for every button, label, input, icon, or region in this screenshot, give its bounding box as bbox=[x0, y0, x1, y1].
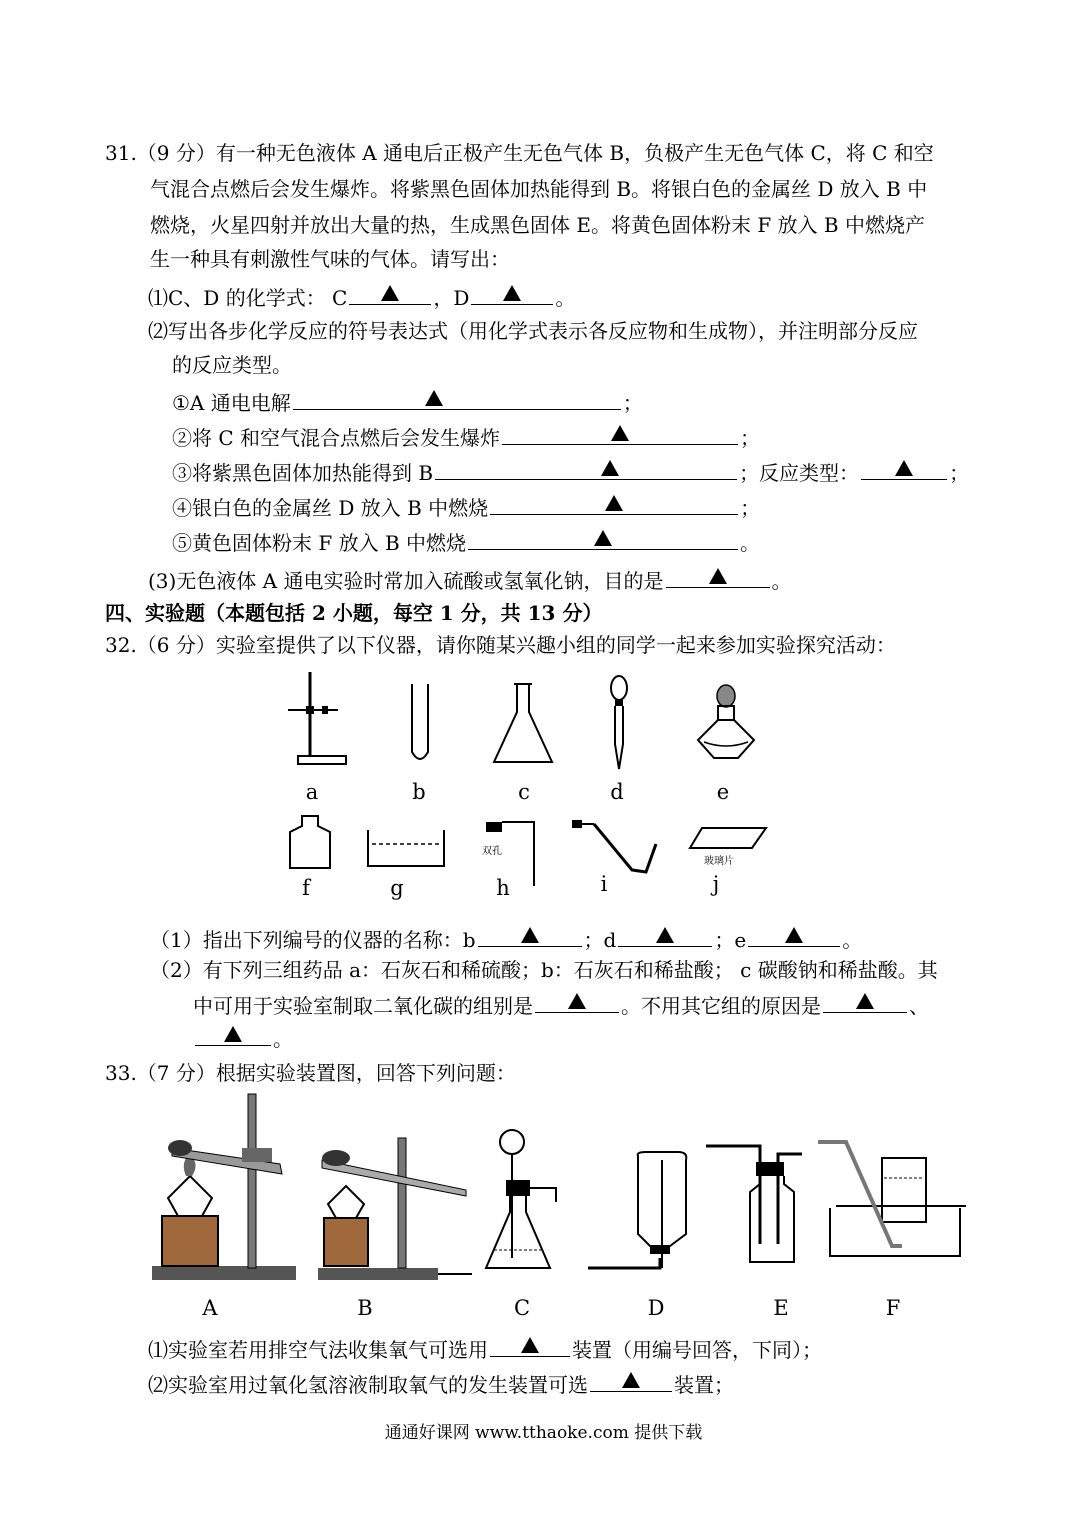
q31-line3: 燃烧，火星四射并放出大量的热，生成黑色固体 E。将黄色固体粉末 F 放入 B 中燃烧产 bbox=[150, 213, 925, 237]
reaction-type-label: ；反应类型： bbox=[739, 461, 860, 485]
q31-part1 bbox=[148, 282, 575, 311]
answer-blank-r5[interactable] bbox=[468, 527, 738, 550]
triangle-icon bbox=[521, 927, 539, 943]
q33-part1-suffix: 装置（用编号回答，下同）； bbox=[572, 1338, 822, 1362]
period: 。 bbox=[771, 569, 792, 593]
apparatus-f-water-collection bbox=[816, 1138, 976, 1258]
answer-blank-r1[interactable] bbox=[293, 387, 621, 410]
period: 。 bbox=[273, 1027, 293, 1051]
label-h: h bbox=[496, 876, 510, 900]
q31-line4: 生一种具有刺激性气味的气体。请写出： bbox=[150, 247, 510, 271]
q32-part1 bbox=[150, 924, 862, 953]
semicolon: ； bbox=[740, 496, 761, 520]
j-small-label: 玻璃片 bbox=[704, 856, 734, 867]
instrument-g-trough bbox=[366, 828, 446, 870]
answer-blank-d[interactable] bbox=[471, 282, 553, 305]
q31-line1: 31.（9 分）有一种无色液体 A 通电后正极产生无色气体 B，负极产生无色气体 C，将 C 和空 bbox=[105, 141, 934, 165]
instrument-j-glass-plate bbox=[688, 826, 768, 850]
apparatus-d-inverted-bottle bbox=[586, 1150, 696, 1278]
instrument-a-iron-stand bbox=[282, 668, 352, 768]
label-d: d bbox=[610, 780, 624, 804]
q31-line2: 气混合点燃后会发生爆炸。将紫黑色固体加热能得到 B。将银白色的金属丝 D 放入 B 中 bbox=[150, 177, 928, 201]
triangle-icon bbox=[656, 927, 674, 943]
reaction-1-label: ①A 通电电解 bbox=[172, 391, 291, 415]
label-A: A bbox=[202, 1296, 218, 1320]
triangle-icon bbox=[709, 568, 727, 584]
answer-blank-r4[interactable] bbox=[490, 492, 738, 515]
comma: 、 bbox=[909, 994, 929, 1018]
period: 。 bbox=[842, 928, 863, 952]
reaction-3-label: ③将紫黑色固体加热能得到 B bbox=[172, 461, 434, 485]
q31-reaction-1 bbox=[172, 387, 643, 416]
q31-reaction-3 bbox=[172, 457, 969, 486]
apparatus-e-wash-bottle bbox=[704, 1140, 804, 1270]
triangle-icon bbox=[622, 1372, 640, 1388]
q32-part2-line1: （2）有下列三组药品 a：石灰石和稀硫酸；b：石灰石和稀盐酸； c 碳酸钠和稀盐酸。其 bbox=[150, 958, 938, 982]
label-f: f bbox=[302, 876, 310, 900]
answer-blank-p3[interactable] bbox=[666, 565, 770, 588]
q33-part1-label: ⑴实验室若用排空气法收集氧气可选用 bbox=[148, 1338, 488, 1362]
label-e: e bbox=[716, 780, 730, 804]
answer-blank-r2[interactable] bbox=[502, 422, 738, 445]
label-g: g bbox=[390, 876, 404, 900]
reaction-4-label: ④银白色的金属丝 D 放入 B 中燃烧 bbox=[172, 496, 489, 520]
apparatus-b-heating bbox=[316, 1136, 472, 1286]
answer-blank-r3[interactable] bbox=[435, 457, 737, 480]
section-4-heading: 四、实验题（本题包括 2 小题，每空 1 分，共 13 分） bbox=[105, 601, 603, 625]
apparatus-c-flask bbox=[482, 1128, 568, 1278]
q31-part2-line1: ⑵写出各步化学反应的符号表达式（用化学式表示各反应物和生成物），并注明部分反应 bbox=[148, 319, 918, 343]
label-i: i bbox=[600, 872, 608, 896]
label-E: E bbox=[773, 1296, 789, 1320]
q33-part2 bbox=[148, 1369, 734, 1398]
q31-part1-d: ，D bbox=[433, 286, 470, 310]
instrument-b-test-tube bbox=[408, 682, 432, 768]
label-F: F bbox=[885, 1296, 901, 1320]
q32-line1: 32.（6 分）实验室提供了以下仪器，请你随某兴趣小组的同学一起来参加实验探究活动： bbox=[105, 633, 896, 657]
answer-blank-b[interactable] bbox=[478, 924, 582, 947]
semicolon: ； bbox=[949, 461, 970, 485]
label-a: a bbox=[305, 780, 319, 804]
answer-blank-collect[interactable] bbox=[490, 1334, 570, 1357]
q31-part3-label: (3)无色液体 A 通电实验时常加入硫酸或氢氧化钠，目的是 bbox=[148, 569, 664, 593]
q31-reaction-2 bbox=[172, 422, 760, 451]
semicolon: ； bbox=[622, 391, 643, 415]
answer-blank-d-name[interactable] bbox=[618, 924, 712, 947]
period: 。 bbox=[740, 531, 761, 555]
q32-part1-label: （1）指出下列编号的仪器的名称：b bbox=[150, 928, 476, 952]
q32-part2-reason: 。不用其它组的原因是 bbox=[621, 994, 821, 1018]
q31-part1-label: ⑴C、D 的化学式： C bbox=[148, 286, 348, 310]
answer-blank-r3-type[interactable] bbox=[861, 457, 947, 480]
triangle-icon bbox=[425, 390, 443, 406]
q32-part2-label: 中可用于实验室制取二氧化碳的组别是 bbox=[193, 994, 533, 1018]
triangle-icon bbox=[785, 927, 803, 943]
answer-blank-e[interactable] bbox=[748, 924, 840, 947]
reaction-5-label: ⑤黄色固体粉末 F 放入 B 中燃烧 bbox=[172, 531, 467, 555]
q33-part2-suffix: 装置； bbox=[674, 1373, 734, 1397]
answer-blank-generator[interactable] bbox=[590, 1369, 672, 1392]
triangle-icon bbox=[895, 460, 913, 476]
instrument-c-conical-flask bbox=[488, 682, 558, 768]
answer-blank-group[interactable] bbox=[535, 990, 619, 1013]
answer-blank-c[interactable] bbox=[349, 282, 431, 305]
triangle-icon bbox=[601, 460, 619, 476]
q31-reaction-5 bbox=[172, 527, 760, 556]
label-B: B bbox=[357, 1296, 373, 1320]
q32-part2-line2 bbox=[193, 990, 929, 1019]
triangle-icon bbox=[568, 993, 586, 1009]
label-c: c bbox=[518, 780, 530, 804]
answer-blank-reason-1[interactable] bbox=[823, 990, 907, 1013]
reaction-2-label: ②将 C 和空气混合点燃后会发生爆炸 bbox=[172, 426, 501, 450]
q32-part1-d: ；d bbox=[583, 928, 617, 952]
label-C: C bbox=[513, 1296, 531, 1320]
triangle-icon bbox=[594, 530, 612, 546]
q31-part2-line2: 的反应类型。 bbox=[172, 353, 292, 377]
q33-line1: 33.（7 分）根据实验装置图，回答下列问题： bbox=[105, 1061, 516, 1085]
q33-part2-label: ⑵实验室用过氧化氢溶液制取氧气的发生装置可选 bbox=[148, 1373, 588, 1397]
triangle-icon bbox=[521, 1337, 539, 1353]
label-D: D bbox=[647, 1296, 665, 1320]
instrument-e-alcohol-lamp bbox=[694, 684, 758, 768]
period: 。 bbox=[555, 286, 576, 310]
instrument-f-gas-bottle bbox=[286, 814, 334, 872]
triangle-icon bbox=[611, 425, 629, 441]
q33-part1 bbox=[148, 1334, 822, 1363]
q31-part3 bbox=[148, 565, 792, 594]
q32-part2-line3 bbox=[193, 1023, 293, 1052]
triangle-icon bbox=[856, 993, 874, 1009]
label-b: b bbox=[412, 780, 426, 804]
instrument-i-bent-tube bbox=[570, 810, 670, 880]
instrument-d-dropper bbox=[604, 674, 634, 774]
triangle-icon bbox=[503, 285, 521, 301]
q31-reaction-4 bbox=[172, 492, 760, 521]
semicolon: ； bbox=[740, 426, 761, 450]
triangle-icon bbox=[605, 495, 623, 511]
apparatus-a-heating bbox=[150, 1092, 300, 1287]
h-small-label: 双孔 bbox=[482, 846, 502, 857]
page-footer: 通通好课网 www.tthaoke.com 提供下载 bbox=[384, 1423, 703, 1443]
answer-blank-reason-2[interactable] bbox=[195, 1023, 271, 1046]
q32-part1-e: ；e bbox=[714, 928, 747, 952]
label-j: j bbox=[712, 872, 720, 896]
triangle-icon bbox=[381, 285, 399, 301]
triangle-icon bbox=[224, 1026, 242, 1042]
